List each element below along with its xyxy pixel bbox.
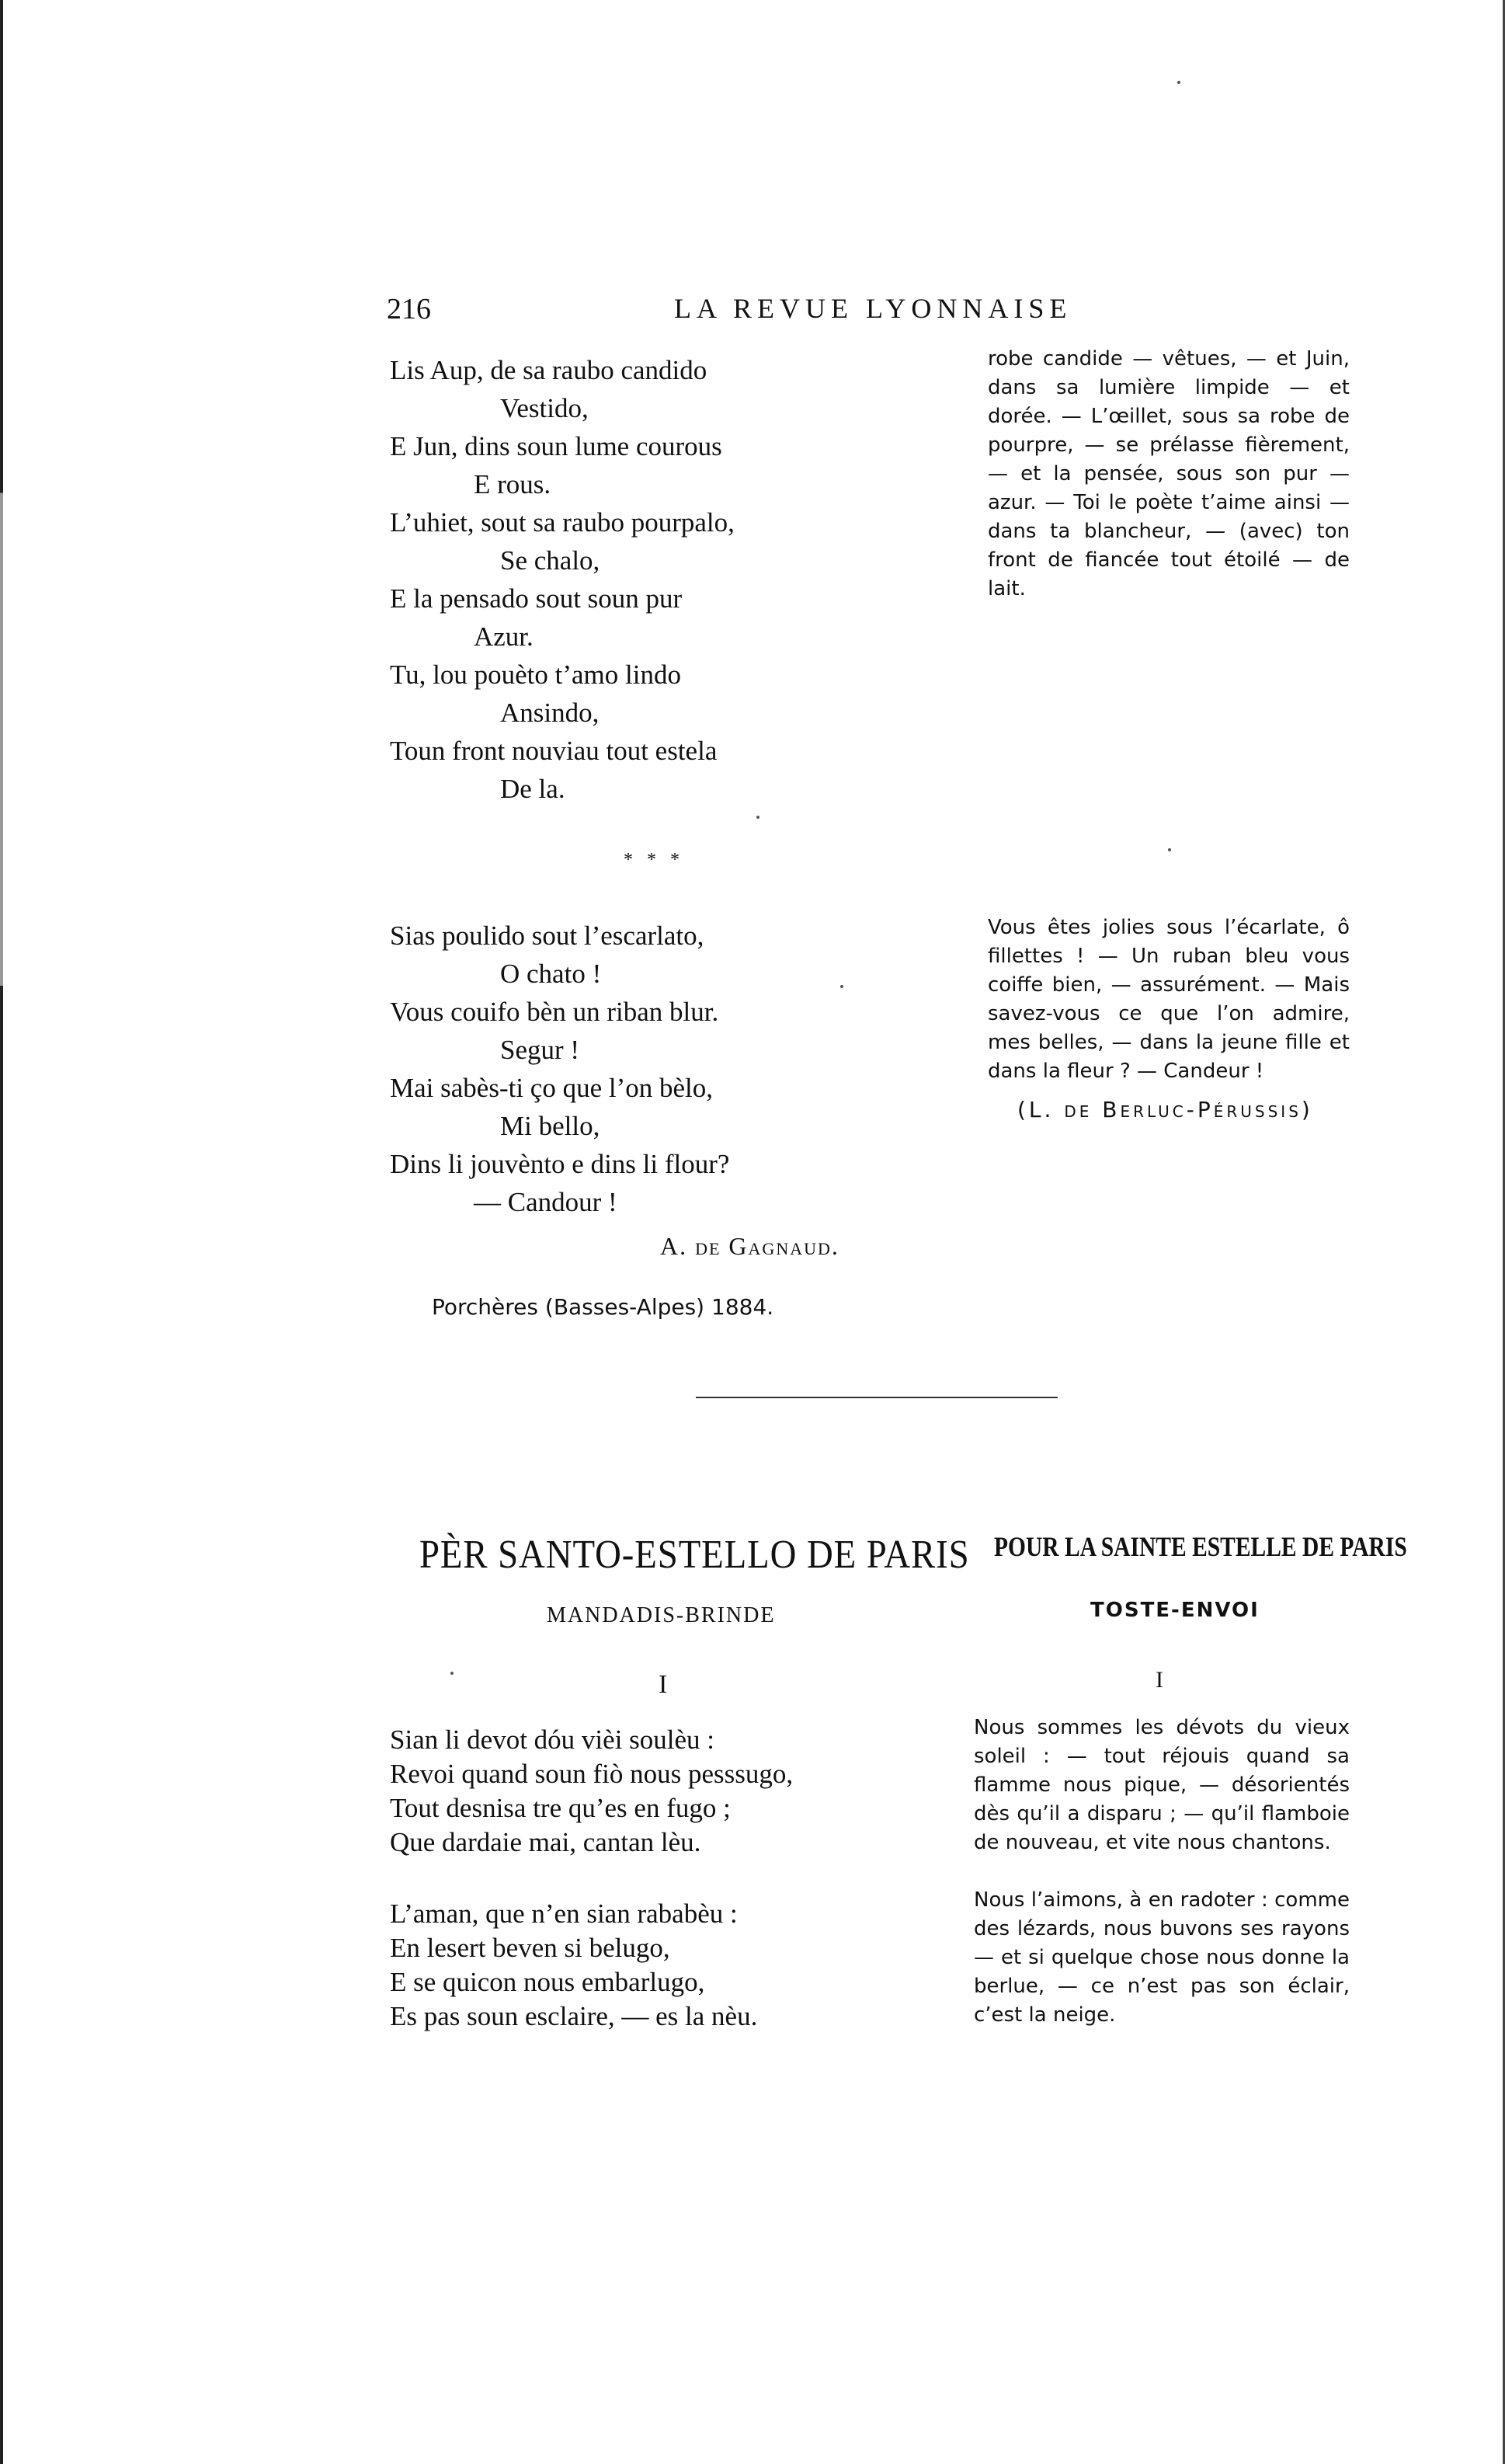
title-french: POUR LA SAINTE ESTELLE DE PARIS [994,1531,1407,1562]
separator-stars: * * * [624,850,684,870]
verse-line: Mai sabès-ti ço que l’on bèlo, [390,1073,714,1103]
translation-paragraph: Vous êtes jolies sous l’écarlate, ô fillettes ! — Un ruban bleu vous coiffe bien, — assurément. — Mais savez-vous ce que l’on admire, mes belles, — dans la jeune fille et dans la fleur ? — Candeur ! [988,916,1350,1083]
verse-line: Segur ! [500,1035,580,1065]
part-number-left: I [659,1670,668,1699]
verse-line: E la pensado sout soun pur [390,583,683,614]
stanza-1 [390,1723,793,1860]
scan-speck [450,1672,454,1675]
verse-line: Revoi quand soun fiò nous pesssugo, [390,1759,794,1789]
verse-line: En lesert beven si belugo, [390,1933,670,1963]
verse-line: L’aman, que n’en sian rababèu : [390,1898,738,1929]
part-number-right: I [1156,1667,1163,1693]
verse-line: Ansindo, [500,698,600,728]
stanza-2 [390,1897,757,2034]
verse-line: Tu, lou pouèto t’amo lindo [390,660,681,690]
page-number: 216 [387,293,431,325]
place-date: Porchères (Basses-Alpes) 1884. [432,1294,774,1320]
verse-line: — Candour ! [474,1187,617,1217]
poem-part2 [390,917,729,1221]
prose-paragraph-1 [974,1714,1350,1857]
scan-left-edge [0,0,3,2464]
running-title: LA REVUE LYONNAISE [674,293,1072,324]
scan-speck [1168,848,1171,851]
verse-line: E Jun, dins soun lume courous [390,431,722,461]
verse-line: Es pas soun esclaire, — es la nèu. [390,2001,758,2031]
prose-text: Nous sommes les dévots du vieux soleil : — tout réjouis quand sa flamme nous pique, — désorientés dès qu’il a disparu ; — qu’il flamboie de nouveau, et vite nous chantons. [974,1716,1350,1854]
prose-paragraph-2 [974,1886,1350,2030]
scan-speck [1177,81,1180,84]
verse-line: Sian li devot dóu vièi soulèu : [390,1724,715,1755]
verse-line: Se chalo, [500,545,600,576]
prose-text: Nous l’aimons, à en radoter : comme des lézards, nous buvons ses rayons — et si quelque chose nous donne la berlue, — ce n’est pas son éclair, c’est la neige. [974,1888,1350,2027]
verse-line: Azur. [474,621,534,652]
subtitle-french: TOSTE-ENVOI [1090,1599,1260,1622]
verse-line: Que dardaie mai, cantan lèu. [390,1827,701,1857]
verse-line: Mi bello, [500,1111,600,1141]
verse-line: Sias poulido sout l’escarlato, [390,921,704,951]
verse-line: Lis Aup, de sa raubo candido [390,355,707,385]
translation-paragraph: robe candide — vêtues, — et Juin, dans sa lumière limpide — et dorée. — L’œillet, sous sa robe de pourpre, — se prélasse fièrement, — et la pensée, sous son pur — azur. — Toi le poète t’aime ainsi — dans ta blancheur, — (avec) ton front de fiancée tout étoilé — de lait. [988,347,1350,600]
verse-line: E se quicon nous embarlugo, [390,1967,705,1997]
translation-part1 [988,345,1350,604]
verse-line: Dins li jouvènto e dins li flour? [390,1149,730,1179]
verse-line: O chato ! [500,959,602,989]
poem-signature: A. de Gagnaud. [660,1232,839,1260]
verse-line: E rous. [474,469,551,499]
translation-part2 [988,914,1350,1086]
verse-line: De la. [500,774,565,804]
subtitle-provencal: MANDADIS-BRINDE [547,1603,776,1627]
translation-signature: (L. de Berluc-Pérussis) [1017,1097,1313,1122]
poem-part1 [390,351,735,808]
scan-speck [756,816,759,819]
scan-speck [840,985,843,988]
verse-line: Tout desnisa tre qu’es en fugo ; [390,1793,731,1823]
verse-line: Vous couifo bèn un riban blur. [390,997,719,1027]
verse-line: Vestido, [500,393,589,423]
section-divider [696,1397,1058,1398]
verse-line: L’uhiet, sout sa raubo pourpalo, [390,507,735,538]
verse-line: Toun front nouviau tout estela [390,736,718,766]
title-provencal: PÈR SANTO-ESTELLO DE PARIS [419,1533,970,1577]
